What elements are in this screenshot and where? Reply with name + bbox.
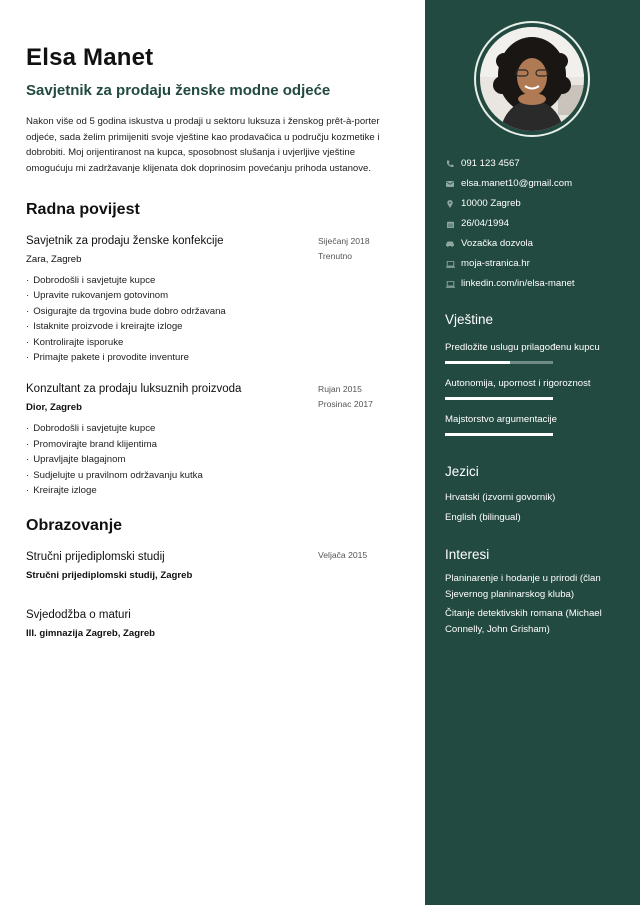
job-duties-list	[26, 273, 399, 365]
languages-section	[445, 464, 625, 528]
laptop-icon	[445, 261, 455, 268]
contact-email-text: elsa.manet10@gmail.com	[461, 178, 573, 189]
contact-phone	[445, 154, 625, 174]
phone-icon	[445, 160, 455, 168]
skill-level-fill	[445, 361, 510, 364]
list-item: Čitanje detektivskih romana (Michael Connelly, John Grisham)	[445, 608, 602, 635]
skills-section	[445, 312, 625, 436]
contact-license	[445, 234, 625, 254]
contact-license-text: Vozačka dozvola	[461, 238, 533, 249]
job-start-date: Rujan 2015	[318, 384, 362, 395]
job-entry-company: Dior, Zagreb	[26, 402, 82, 414]
education-entry-school: III. gimnazija Zagreb, Zagreb	[26, 628, 156, 640]
portrait-image	[480, 27, 584, 131]
job-end-date: Prosinac 2017	[318, 399, 373, 410]
list-item: · Upravite rukovanjem gotovinom	[26, 288, 399, 303]
contact-address	[445, 194, 625, 214]
location-icon	[445, 200, 455, 208]
contact-email	[445, 174, 625, 194]
job-entry-dates	[318, 234, 370, 264]
job-end-date: Trenutno	[318, 251, 353, 261]
skill-label: Predložite uslugu prilagođenu kupcu	[445, 342, 600, 353]
contact-website[interactable]	[445, 254, 625, 274]
skill-label: Autonomija, upornost i rigoroznost	[445, 378, 591, 389]
education-entry	[26, 608, 399, 640]
work-history-heading: Radna povijest	[26, 201, 140, 218]
list-item: · Dobrodošli i savjetujte kupce	[26, 273, 399, 288]
list-item: · Upravljajte blagajnom	[26, 452, 399, 467]
skill-level-bar	[445, 433, 553, 436]
list-item: · Kreirajte izloge	[26, 483, 399, 498]
interests-list	[445, 571, 620, 637]
list-item: · Istaknite proizvode i kreirajte izloge	[26, 319, 399, 334]
contact-linkedin-link[interactable]: linkedin.com/in/elsa-manet	[461, 278, 575, 289]
job-title: Savjetnik za prodaju ženske modne odjeće	[26, 82, 331, 99]
list-item: · Osigurajte da trgovina bude dobro održavana	[26, 304, 399, 319]
skills-heading: Vještine	[445, 312, 494, 327]
skill-label: Majstorstvo argumentacije	[445, 414, 557, 425]
skill-level-bar	[445, 361, 553, 364]
contact-list	[445, 154, 625, 294]
calendar-icon	[445, 221, 455, 228]
languages-heading: Jezici	[445, 464, 479, 479]
list-item: English (bilingual)	[445, 512, 521, 523]
education-entry-date: Veljača 2015	[318, 550, 368, 561]
education-entry-title: Svjedodžba o maturi	[26, 609, 131, 622]
profile-photo-frame	[474, 21, 590, 137]
skill-item	[445, 342, 625, 364]
candidate-name: Elsa Manet	[26, 44, 154, 71]
list-item: · Dobrodošli i savjetujte kupce	[26, 421, 399, 436]
sidebar	[425, 0, 640, 905]
job-entry-dates	[318, 382, 373, 412]
job-start-date: Siječanj 2018	[318, 236, 370, 246]
profile-photo	[480, 27, 584, 131]
job-entry-title: Savjetnik za prodaju ženske konfekcije	[26, 235, 224, 247]
education-entry-school: Stručni prijediplomski studij, Zagreb	[26, 570, 193, 582]
skill-level-fill	[445, 397, 553, 400]
job-entry-company: Zara, Zagreb	[26, 254, 82, 265]
job-entry-title: Konzultant za prodaju luksuznih proizvoda	[26, 383, 242, 396]
laptop-icon	[445, 281, 455, 288]
contact-linkedin[interactable]	[445, 274, 625, 294]
contact-website-link[interactable]: moja-stranica.hr	[461, 258, 530, 269]
job-duties-list	[26, 421, 399, 498]
skill-item	[445, 378, 625, 400]
list-item: · Kontrolirajte isporuke	[26, 335, 399, 350]
car-icon	[445, 241, 455, 247]
skill-level-bar	[445, 397, 553, 400]
email-icon	[445, 181, 455, 187]
skill-level-fill	[445, 433, 553, 436]
list-item: · Sudjelujte u pravilnom održavanju kutka	[26, 468, 399, 483]
list-item: · Promovirajte brand klijentima	[26, 437, 399, 452]
contact-phone-text: 091 123 4567	[461, 158, 520, 169]
interests-section	[445, 547, 620, 641]
interests-heading: Interesi	[445, 547, 490, 562]
profile-summary: Nakon više od 5 godina iskustva u prodaji u sektoru luksuza i ženskog prêt-à-porter odjeće, sada želim primijeniti svoje vještine kao prodavačica u području kozmetike i dobrobiti. Moj orijentiranost na kupca, sposobnost slušanja i uvjerljive vještine omogućuju mi zadržavanje klijenata dok doprinosim povećanju prihoda ustanove.	[26, 116, 380, 174]
languages-list	[445, 488, 625, 528]
education-entry-title: Stručni prijediplomski studij	[26, 551, 165, 564]
list-item: · Primajte pakete i provodite inventure	[26, 350, 399, 365]
contact-birthdate	[445, 214, 625, 234]
job-entry	[26, 382, 399, 498]
education-heading: Obrazovanje	[26, 517, 123, 535]
skill-item	[445, 414, 625, 436]
list-item: Planinarenje i hodanje u prirodi (član Sjevernog planinarskog kluba)	[445, 573, 601, 600]
job-entry	[26, 234, 399, 365]
contact-address-text: 10000 Zagreb	[461, 198, 521, 209]
education-entry	[26, 550, 399, 582]
contact-birthdate-text: 26/04/1994	[461, 218, 510, 229]
list-item: Hrvatski (izvorni govornik)	[445, 492, 556, 503]
